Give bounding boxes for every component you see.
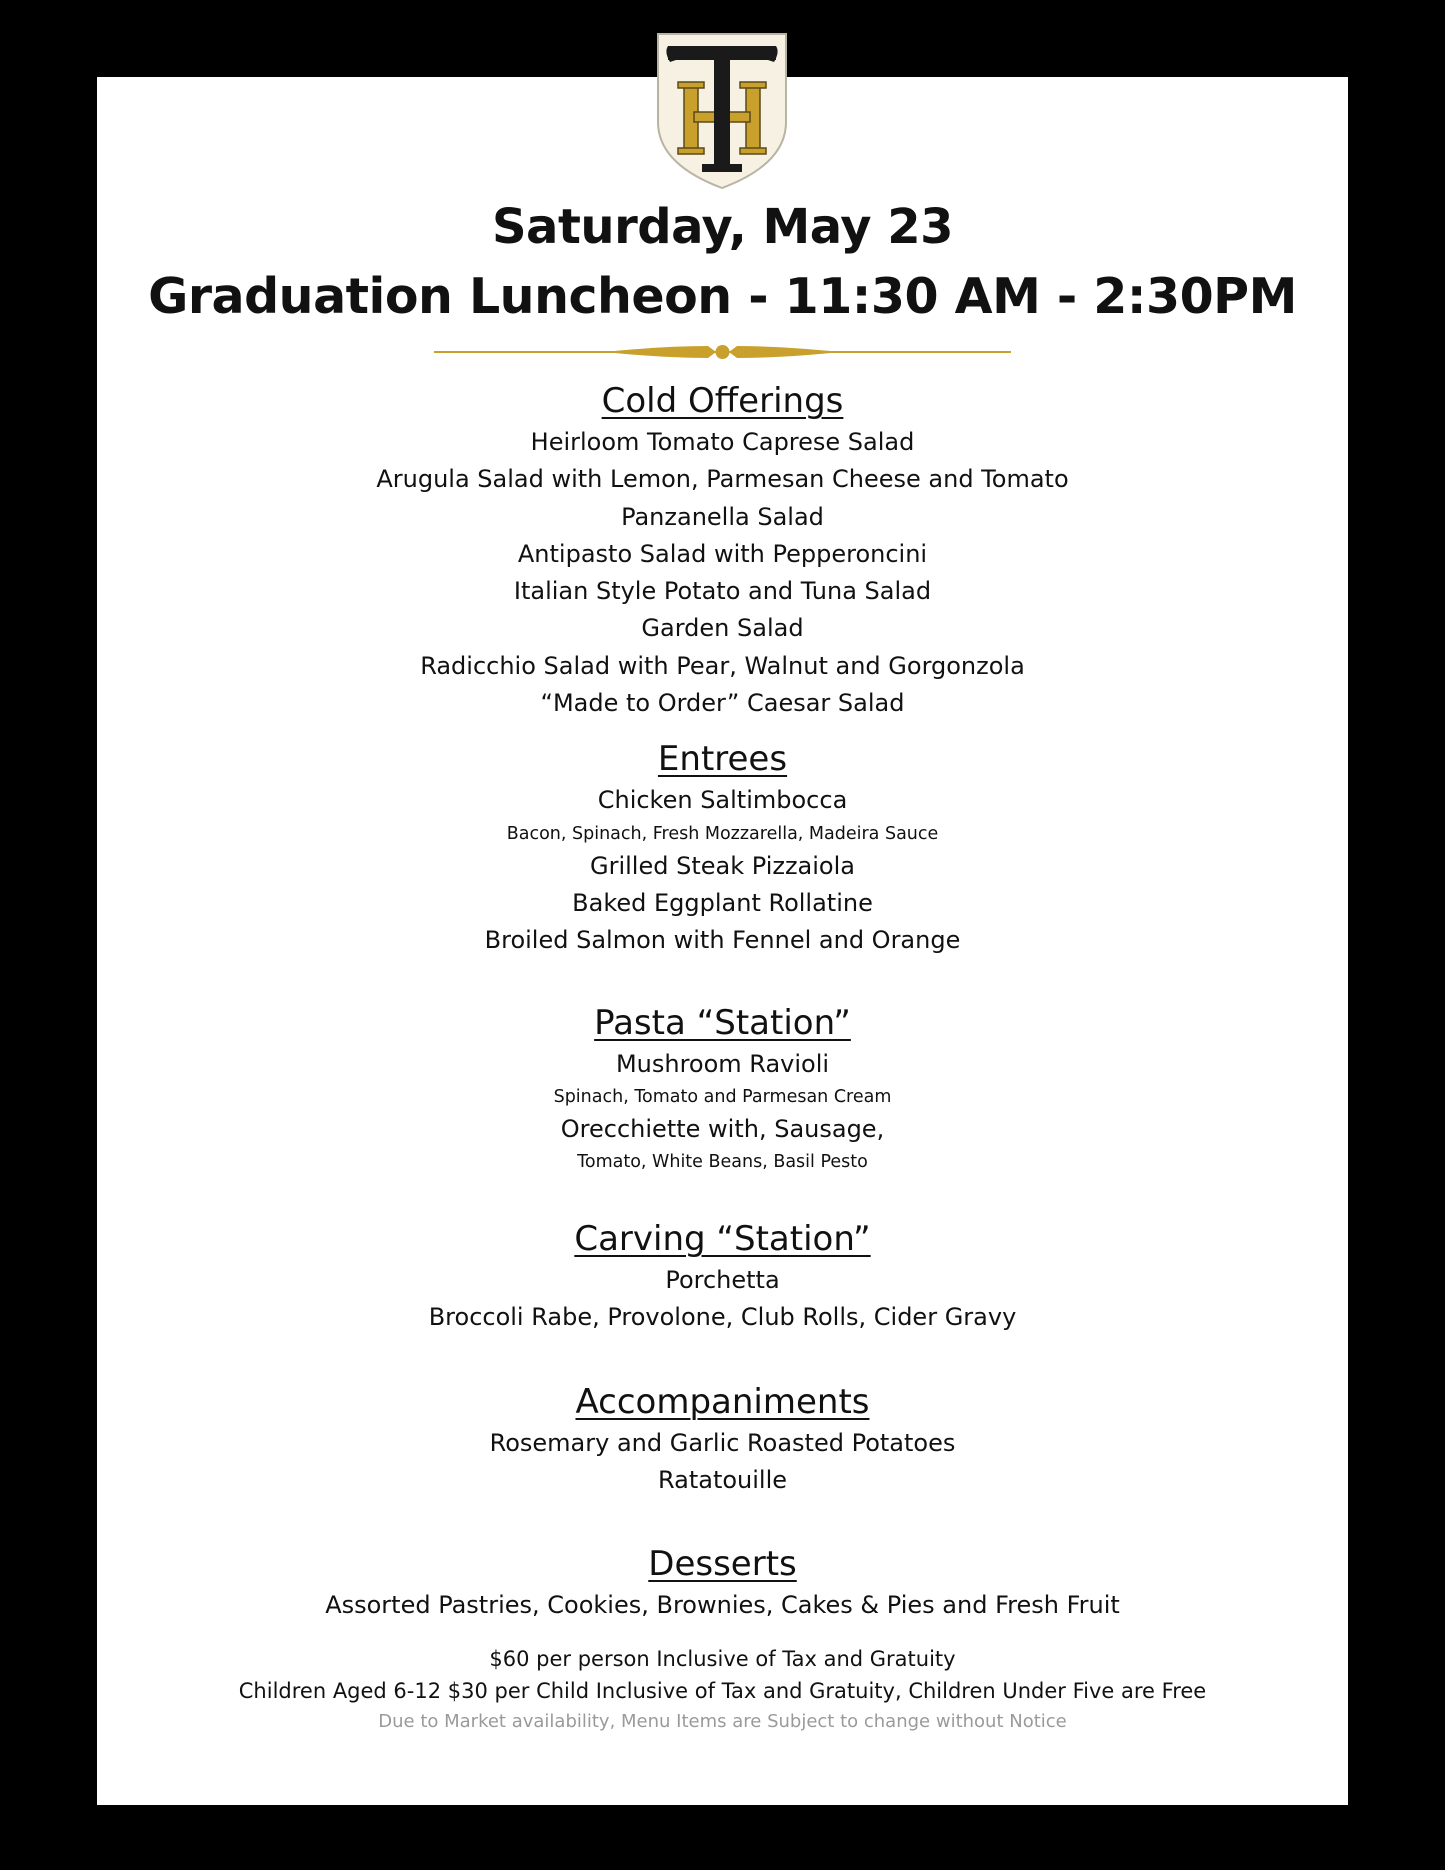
menu-item: Rosemary and Garlic Roasted Potatoes	[489, 1428, 956, 1457]
menu-item: Grilled Steak Pizzaiola	[590, 851, 855, 880]
pricing-info	[0, 1643, 1445, 1737]
section-carving-station	[0, 1216, 1445, 1337]
section-desserts	[0, 1541, 1445, 1624]
section-title: Desserts	[648, 1544, 797, 1585]
menu-item: Arugula Salad with Lemon, Parmesan Cheese and Tomato	[376, 465, 1069, 494]
menu-item-description: Bacon, Spinach, Fresh Mozzarella, Madeira Sauce	[506, 823, 939, 844]
disclaimer: Due to Market availability, Menu Items are Subject to change without Notice	[378, 1710, 1067, 1732]
event-date: Saturday, May 23	[491, 199, 953, 255]
menu-item: Italian Style Potato and Tuna Salad	[513, 577, 932, 606]
menu-item: “Made to Order” Caesar Salad	[540, 689, 905, 718]
section-title: Entrees	[657, 739, 788, 780]
menu-item: Broiled Salmon with Fennel and Orange	[484, 926, 961, 955]
menu-item: Radicchio Salad with Pear, Walnut and Gorgonzola	[420, 651, 1025, 680]
menu-item-description: Spinach, Tomato and Parmesan Cream	[553, 1086, 892, 1107]
event-title: Graduation Luncheon - 11:30 AM - 2:30PM	[148, 268, 1297, 325]
menu-item: Panzanella Salad	[621, 502, 824, 531]
menu-item: Orecchiette with, Sausage,	[560, 1114, 885, 1143]
section-entrees	[0, 736, 1445, 959]
section-title: Carving “Station”	[574, 1219, 871, 1260]
children-price: Children Aged 6-12 $30 per Child Inclusive of Tax and Gratuity, Children Under Five are Free	[238, 1678, 1207, 1703]
menu-item: Antipasto Salad with Pepperoncini	[517, 539, 928, 568]
menu-item: Ratatouille	[657, 1466, 788, 1495]
section-title: Pasta “Station”	[594, 1002, 851, 1043]
menu-item: Porchetta	[665, 1266, 780, 1295]
menu-item: Broccoli Rabe, Provolone, Club Rolls, Cider Gravy	[428, 1303, 1017, 1332]
adult-price: $60 per person Inclusive of Tax and Gratuity	[489, 1646, 956, 1671]
section-accompaniments	[0, 1379, 1445, 1500]
menu-item: Garden Salad	[641, 614, 804, 643]
section-title: Accompaniments	[575, 1381, 870, 1422]
section-pasta-station	[0, 1000, 1445, 1177]
menu-item: Chicken Saltimbocca	[597, 786, 848, 815]
menu-body	[0, 378, 1445, 1737]
crest-logo	[654, 30, 790, 192]
section-title: Cold Offerings	[601, 381, 844, 421]
menu-item: Baked Eggplant Rollatine	[572, 888, 873, 917]
menu-item: Assorted Pastries, Cookies, Brownies, Cakes & Pies and Fresh Fruit	[325, 1591, 1120, 1620]
menu-item: Mushroom Ravioli	[615, 1049, 830, 1078]
section-cold-offerings	[0, 378, 1445, 722]
ornamental-divider	[434, 340, 1011, 364]
menu-item: Heirloom Tomato Caprese Salad	[530, 428, 915, 456]
menu-item-description: Tomato, White Beans, Basil Pesto	[577, 1152, 868, 1173]
